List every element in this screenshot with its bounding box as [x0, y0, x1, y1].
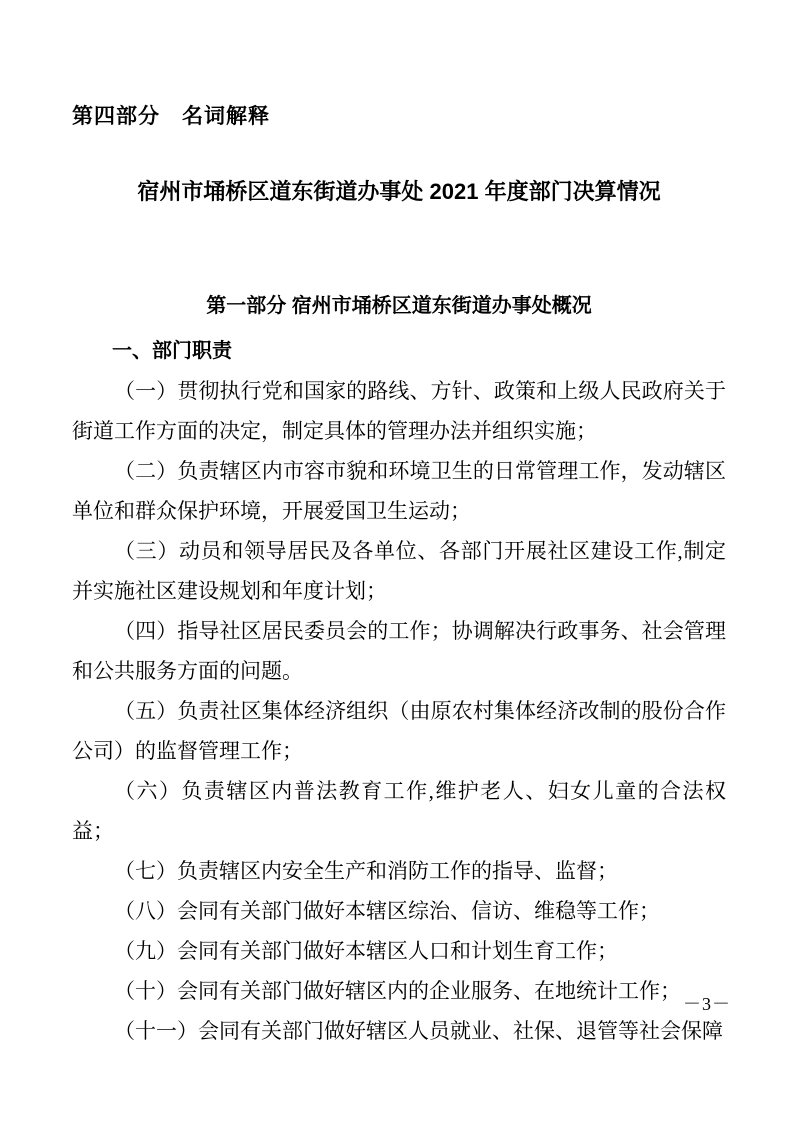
- section-heading: 第四部分 名词解释: [72, 105, 270, 128]
- body-text: [72, 371, 726, 1051]
- paragraph: （七）负责辖区内安全生产和消防工作的指导、监督；: [114, 859, 618, 883]
- document-content: [72, 103, 726, 1051]
- paragraph: （五）负责社区集体经济组织（由原农村集体经济改制的股份合作公司）的监督管理工作；: [72, 699, 726, 763]
- main-title: 宿州市埇桥区道东街道办事处 2021 年度部门决算情况: [137, 179, 661, 204]
- paragraph: （三）动员和领导居民及各单位、各部门开展社区建设工作,制定并实施社区建设规划和年度计划；: [72, 539, 726, 603]
- paragraph: （二）负责辖区内市容市貌和环境卫生的日常管理工作，发动辖区单位和群众保护环境，开展爱国卫生运动；: [72, 459, 726, 523]
- part-title: 第一部分 宿州市埇桥区道东街道办事处概况: [206, 295, 592, 317]
- paragraph: （八）会同有关部门做好本辖区综治、信访、维稳等工作；: [114, 899, 660, 923]
- subsection-title: 一、部门职责: [112, 340, 232, 362]
- paragraph: （四）指导社区居民委员会的工作；协调解决行政事务、社会管理和公共服务方面的问题。: [72, 619, 726, 683]
- paragraph: （十）会同有关部门做好辖区内的企业服务、在地统计工作；: [114, 979, 681, 1003]
- paragraph: （十一）会同有关部门做好辖区人员就业、社保、退管等社会保障: [114, 1019, 723, 1043]
- paragraph: （六）负责辖区内普法教育工作,维护老人、妇女儿童的合法权益；: [72, 779, 726, 843]
- paragraph: （一）贯彻执行党和国家的路线、方针、政策和上级人民政府关于街道工作方面的决定，制定具体的管理办法并组织实施；: [72, 379, 726, 443]
- page-number: －3－: [683, 994, 731, 1014]
- paragraph: （九）会同有关部门做好本辖区人口和计划生育工作；: [114, 939, 618, 963]
